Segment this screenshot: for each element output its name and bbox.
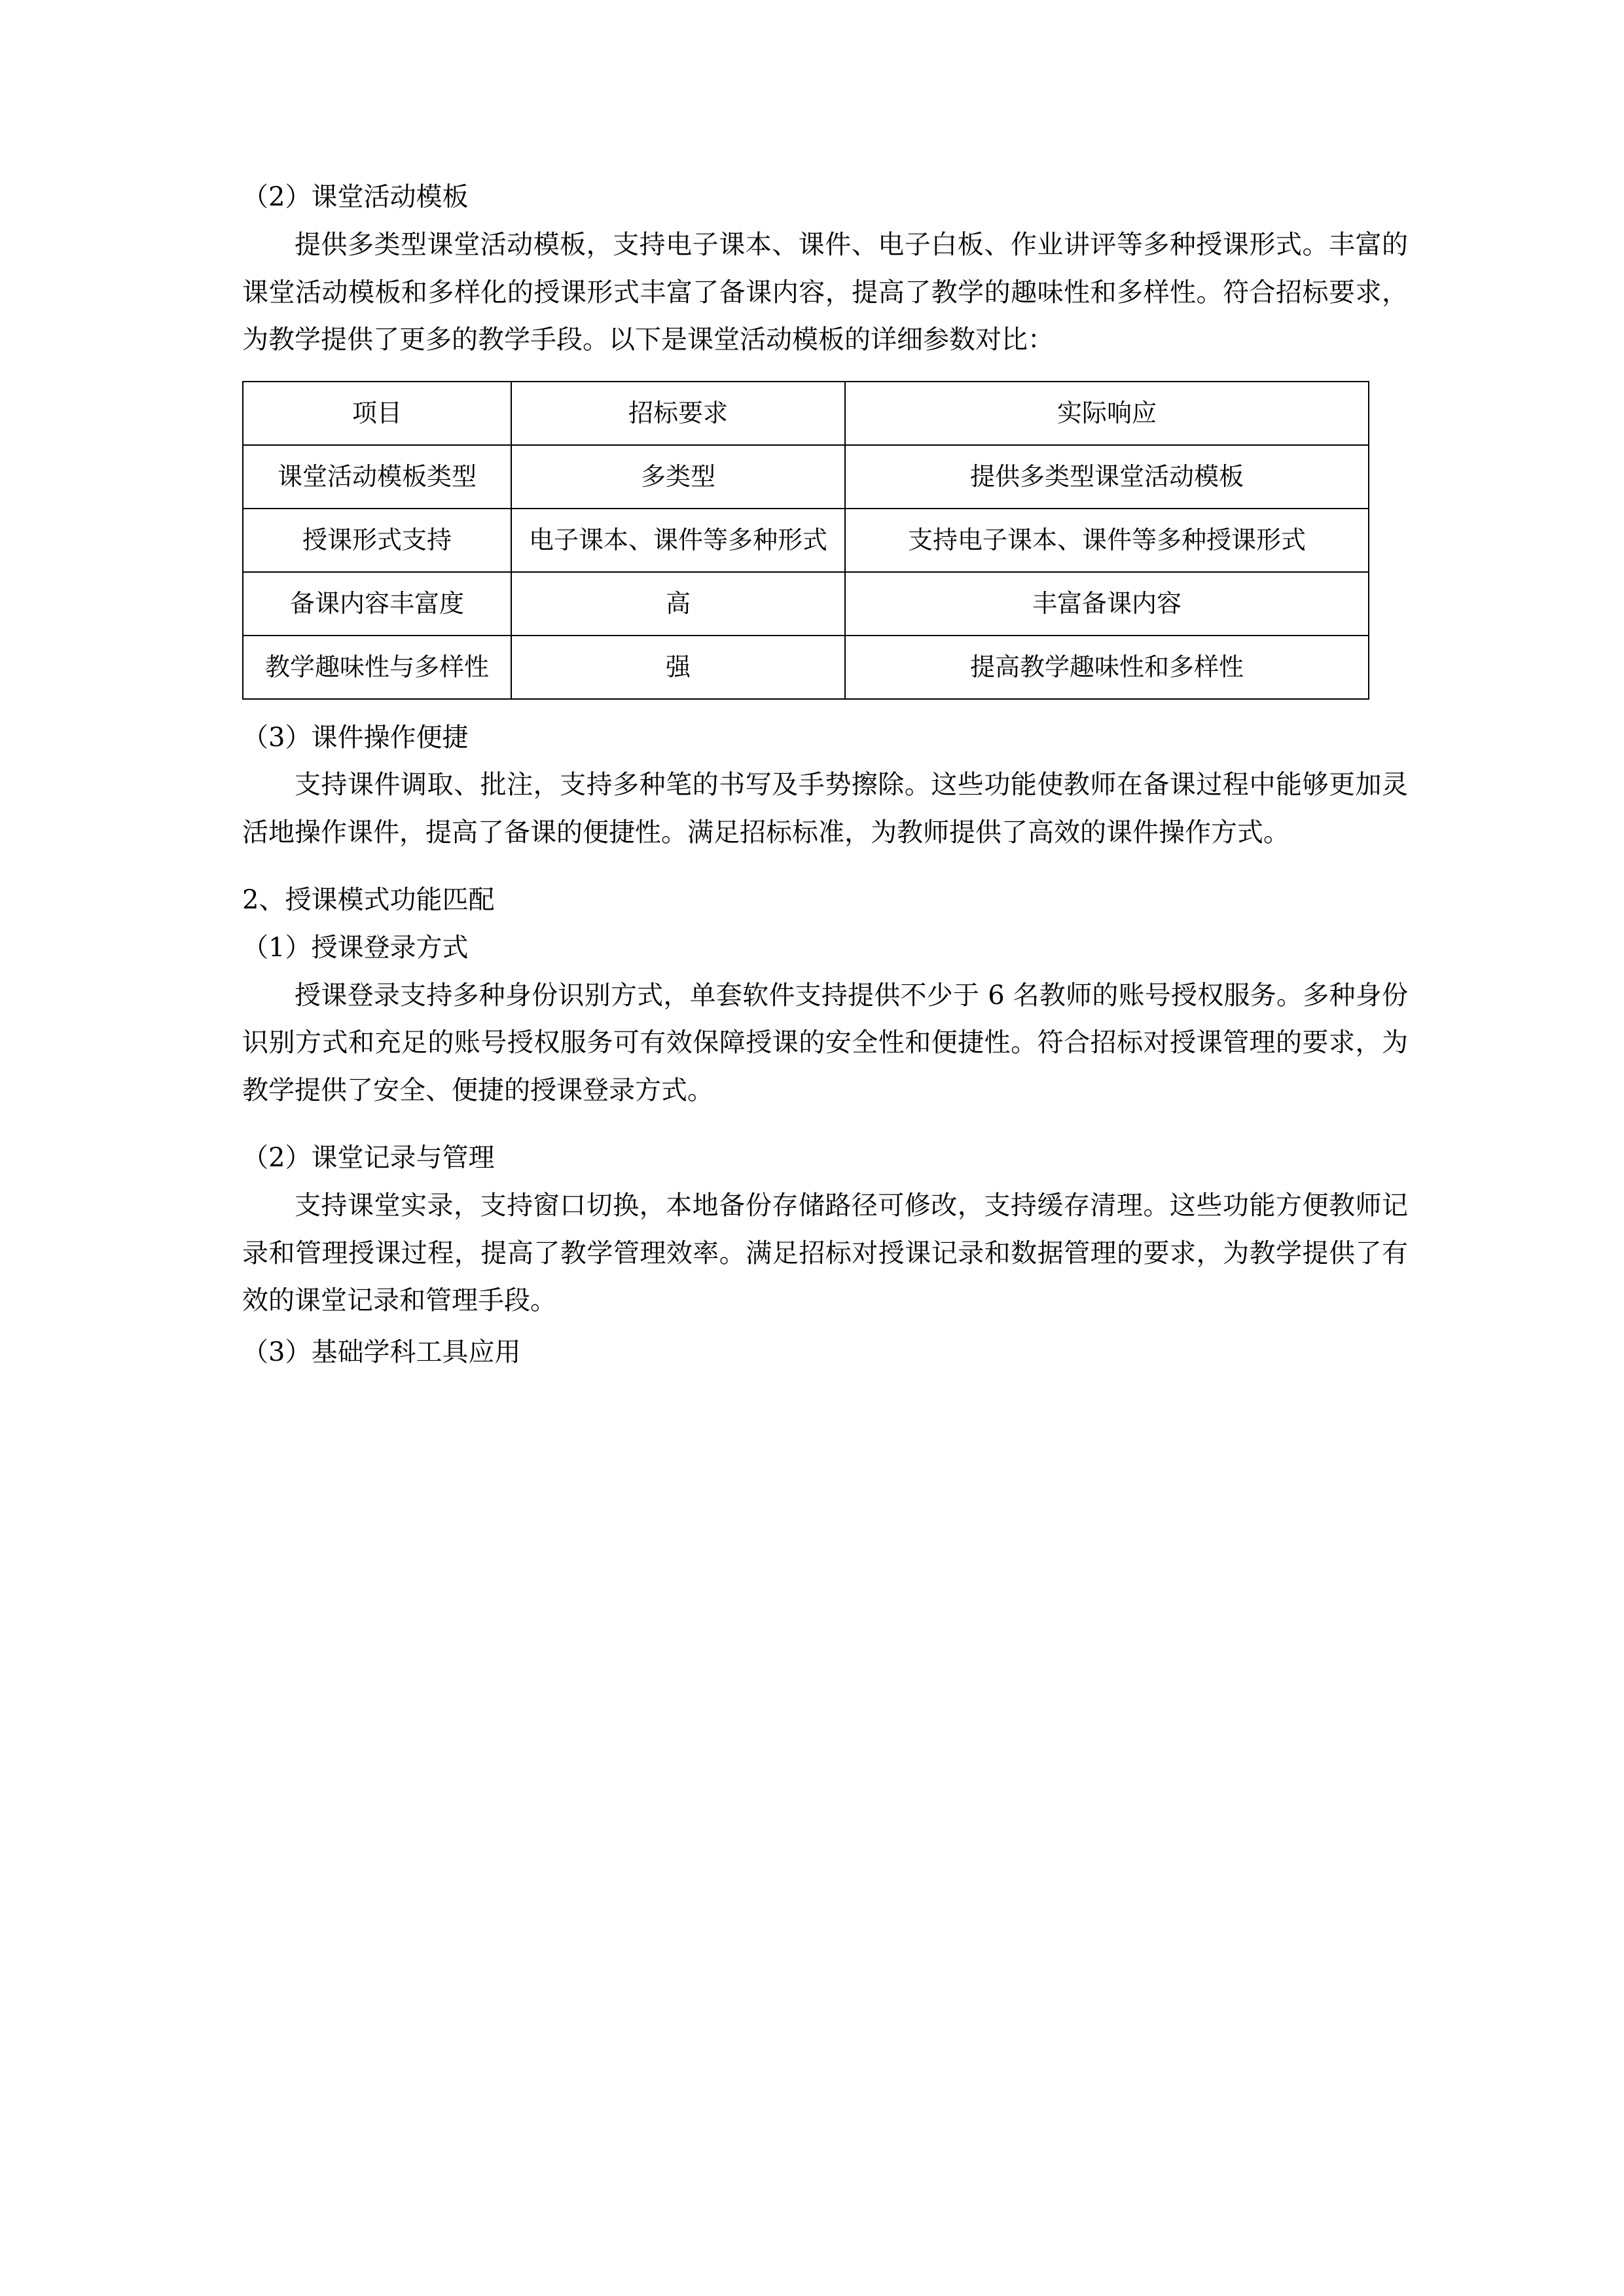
table-row xyxy=(243,509,1369,572)
table-cell: 电子课本、课件等多种形式 xyxy=(511,509,845,572)
table-cell: 丰富备课内容 xyxy=(845,572,1369,636)
paragraph-class-record: 支持课堂实录，支持窗口切换，本地备份存储路径可修改，支持缓存清理。这些功能方便教师记录和管理授课过程，提高了教学管理效率。满足招标对授课记录和数据管理的要求，为教学提供了有效的课堂记录和管理手段。 xyxy=(242,1190,1408,1316)
table-cell: 提高教学趣味性和多样性 xyxy=(845,636,1369,699)
document-body xyxy=(242,173,1408,1376)
paragraph-activity-template: 提供多类型课堂活动模板，支持电子课本、课件、电子白板、作业讲评等多种授课形式。丰富的课堂活动模板和多样化的授课形式丰富了备课内容，提高了教学的趣味性和多样性。符合招标要求，为教学提供了更多的教学手段。以下是课堂活动模板的详细参数对比： xyxy=(242,229,1408,355)
section-heading-teaching-mode: 2、授课模式功能匹配 xyxy=(242,885,495,916)
paragraph-login-method: 授课登录支持多种身份识别方式，单套软件支持提供不少于 6 名教师的账号授权服务。多种身份识别方式和充足的账号授权服务可有效保障授课的安全性和便捷性。符合招标对授课管理的要求，为教学提供了安全、便捷的授课登录方式。 xyxy=(242,980,1408,1106)
paragraph-courseware-operation: 支持课件调取、批注，支持多种笔的书写及手势擦除。这些功能使教师在备课过程中能够更加灵活地操作课件，提高了备课的便捷性。满足招标标准，为教师提供了高效的课件操作方式。 xyxy=(242,770,1408,848)
table-cell: 备课内容丰富度 xyxy=(243,572,511,636)
table-header-cell: 招标要求 xyxy=(511,382,845,445)
section-heading-class-record: （2）课堂记录与管理 xyxy=(242,1143,495,1174)
section-heading-login-method: （1）授课登录方式 xyxy=(242,932,469,963)
table-cell: 强 xyxy=(511,636,845,699)
table-cell: 课堂活动模板类型 xyxy=(243,445,511,509)
table-row xyxy=(243,572,1369,636)
section-heading-activity-template: （2）课堂活动模板 xyxy=(242,182,469,212)
section-heading-subject-tools: （3）基础学科工具应用 xyxy=(242,1337,521,1368)
table-cell: 多类型 xyxy=(511,445,845,509)
table-cell: 授课形式支持 xyxy=(243,509,511,572)
table-cell: 高 xyxy=(511,572,845,636)
table-cell: 提供多类型课堂活动模板 xyxy=(845,445,1369,509)
table-cell: 教学趣味性与多样性 xyxy=(243,636,511,699)
table-row xyxy=(243,445,1369,509)
table-header-cell: 项目 xyxy=(243,382,511,445)
table-header-row xyxy=(243,382,1369,445)
table-header-cell: 实际响应 xyxy=(845,382,1369,445)
section-heading-courseware-operation: （3）课件操作便捷 xyxy=(242,722,469,753)
table-row xyxy=(243,636,1369,699)
table-cell: 支持电子课本、课件等多种授课形式 xyxy=(845,509,1369,572)
comparison-table xyxy=(242,381,1369,699)
